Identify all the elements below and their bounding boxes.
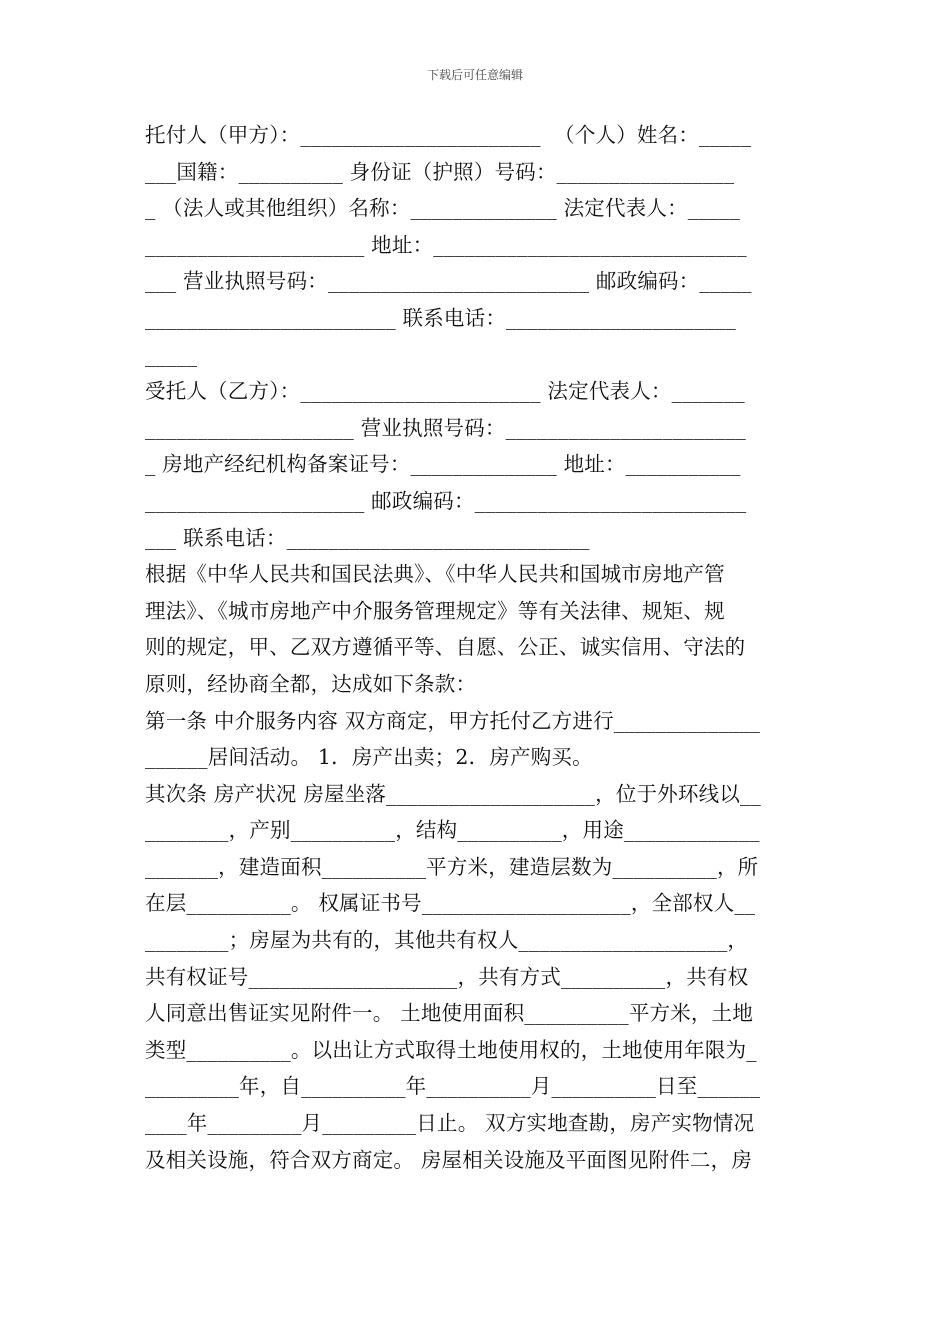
text-line: ________________________ 联系电话：______________________ xyxy=(145,305,736,330)
text-line: _____ xyxy=(145,342,198,367)
text-line: 第一条 中介服务内容 双方商定，甲方托付乙方进行______________ xyxy=(145,708,761,733)
text-line: 托付人（甲方）：_______________________ （个人）姓名：_____ xyxy=(145,123,752,147)
text-line: 在层__________。 权属证书号____________________，全部权人__ xyxy=(145,891,756,916)
text-line: _____________________ 地址：______________________________ xyxy=(145,232,747,257)
text-line: _ （法人或其他组织）名称：______________ 法定代表人：_____ xyxy=(145,196,741,221)
text-line: 则的规定，甲、乙双方遵循平等、自愿、公正、诚实信用、守法的 xyxy=(145,635,746,660)
text-line: _ 房地产经纪机构备案证号：______________ 地址：___________ xyxy=(145,452,741,477)
text-line: _______，建造面积__________平方米，建造层数为__________，所 xyxy=(145,854,759,879)
text-line: ____________________ 营业执照号码：_______________________ xyxy=(145,415,746,440)
text-line: 人同意出售证实见附件一。 土地使用面积__________平方米，土地 xyxy=(145,1001,754,1026)
page-header: 下载后可任意编辑 xyxy=(426,68,523,82)
text-line: ___ 联系电话：_____________________________ xyxy=(145,525,590,550)
text-line: 其次条 房产状况 房屋坐落____________________，位于外环线以__ xyxy=(145,781,761,806)
contract-body xyxy=(145,117,807,1178)
text-line: ________；房屋为共有的，其他共有权人____________________， xyxy=(145,928,749,953)
text-line: _____________________ 邮政编码：__________________________ xyxy=(145,488,747,513)
text-line: ______居间活动。 1．房产出卖；2．房产购买。 xyxy=(145,745,593,770)
text-line: ____年_________月_________日止。 双方实地查勘，房产实物情况 xyxy=(145,1111,755,1136)
text-line: 受托人（乙方）：_______________________ 法定代表人：_______ xyxy=(145,379,745,404)
text-line: 类型__________。以出让方式取得土地使用权的，土地使用年限为_ xyxy=(145,1037,757,1062)
text-line: _________年，自__________年__________月__________日至______ xyxy=(145,1074,761,1099)
text-line: 共有权证号____________________，共有方式__________，共有权 xyxy=(145,964,749,989)
text-line: 理法》、《城市房地产中介服务管理规定》等有关法律、规矩、规 xyxy=(145,598,725,623)
text-line: ___国籍：__________ 身份证（护照）号码：_________________ xyxy=(145,159,735,184)
text-line: 及相关设施，符合双方商定。 房屋相关设施及平面图见附件二，房 xyxy=(145,1147,753,1172)
text-line: 根据《中华人民共和国民法典》、《中华人民共和国城市房地产管 xyxy=(145,562,725,587)
text-line: ________，产别__________，结构__________，用途_____________ xyxy=(145,818,760,843)
text-line: 原则，经协商全都，达成如下条款： xyxy=(145,671,477,696)
text-line: ___ 营业执照号码：_________________________ 邮政编码：_____ xyxy=(145,269,752,294)
